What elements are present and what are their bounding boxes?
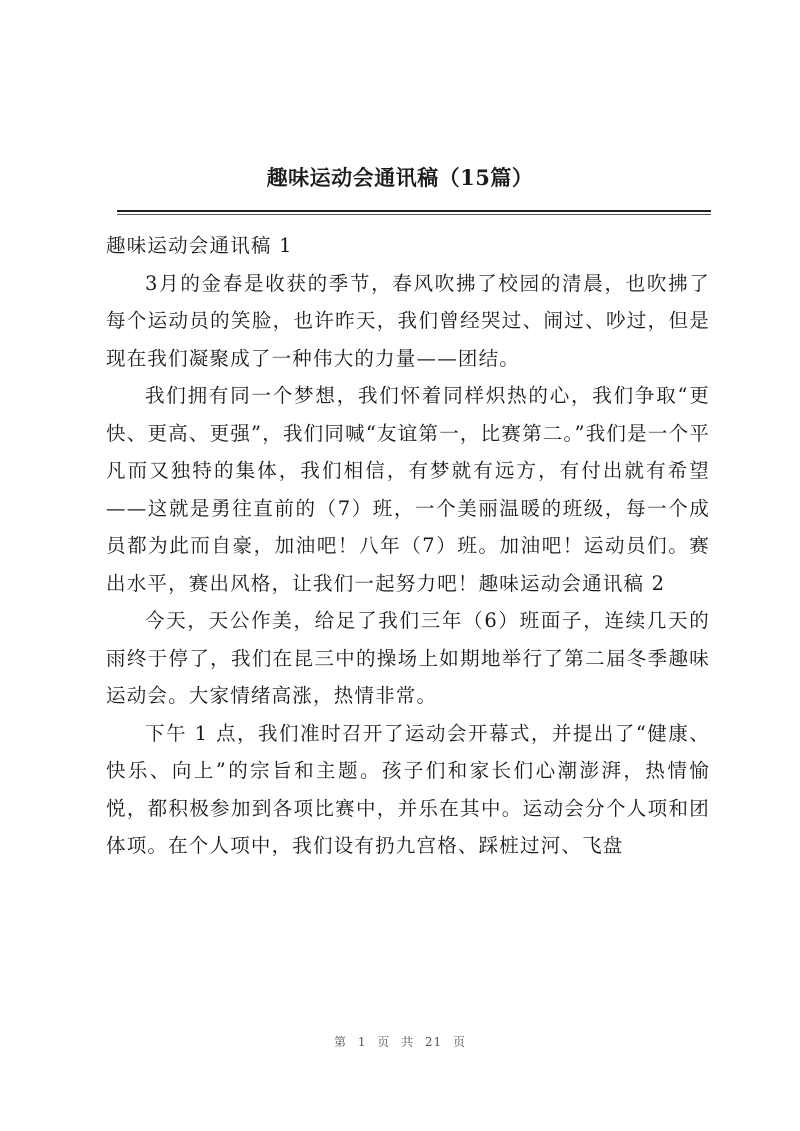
- paragraph: 下午 1 点，我们准时召开了运动会开幕式，并提出了“健康、快乐、向上”的宗旨和主题。孩子们和家长们心潮澎湃，热情愉悦，都积极参加到各项比赛中，并乐在其中。运动会分个人项和团体项。在个人项中，我们设有扔九宫格、踩桩过河、飞盘: [106, 721, 710, 857]
- paragraph: 今天，天公作美，给足了我们三年（6）班面子，连续几天的雨终于停了，我们在昆三中的操场上如期地举行了第二届冬季趣味运动会。大家情绪高涨，热情非常。: [106, 609, 710, 707]
- document-body: [106, 227, 710, 865]
- paragraph: 我们拥有同一个梦想，我们怀着同样炽热的心，我们争取“更快、更高、更强”，我们同喊“友谊第一，比赛第二。”我们是一个平凡而又独特的集体，我们相信，有梦就有远方，有付出就有希望——这就是勇往直前的（7）班，一个美丽温暖的班级，每一个成员都为此而自豪，加油吧！八年（7）班。加油吧！运动员们。赛出水平，赛出风格，让我们一起努力吧！趣味运动会通讯稿 2: [106, 384, 710, 595]
- title-rule-thin: [117, 214, 711, 215]
- page-number: 第 1 页 共 21 页: [334, 1035, 466, 1049]
- section-heading: 趣味运动会通讯稿 1: [106, 234, 293, 257]
- title-rule-thick: [117, 210, 711, 212]
- document-title: 趣味运动会通讯稿（15篇）: [266, 165, 534, 190]
- paragraph: 3月的金春是收获的季节，春风吹拂了校园的清晨，也吹拂了每个运动员的笑脸，也许昨天，我们曾经哭过、闹过、吵过，但是现在我们凝聚成了一种伟大的力量——团结。: [106, 271, 710, 370]
